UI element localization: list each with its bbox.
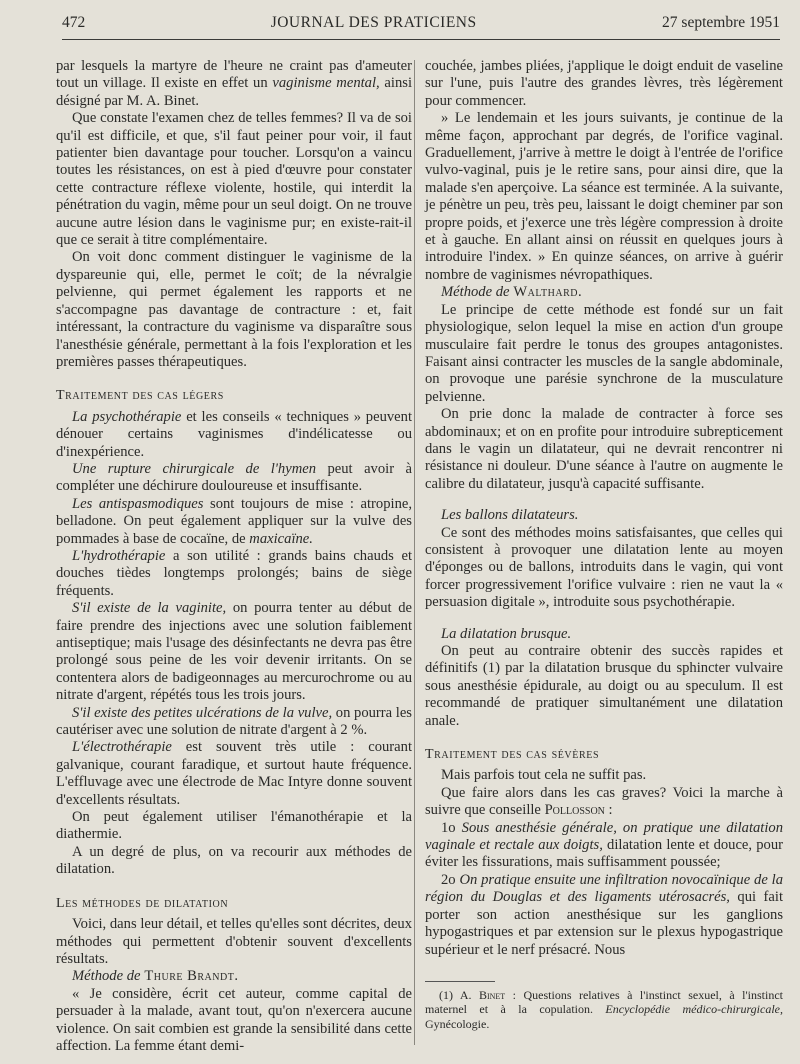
page-number: 472 bbox=[62, 14, 86, 31]
paragraph: Les antispasmodiques sont toujours de mise : atropine, belladone. On peut également appliquer sur la vulve des pommades à base de cocaïne, de maxicaïne. bbox=[56, 495, 412, 547]
section-heading-cas-legers: Traitement des cas légers bbox=[56, 388, 224, 404]
paragraph: L'électrothérapie est souvent très utile : courant galvanique, courant faradique, et surtout haute fréquence. L'effluvage avec une électrode de Mac Intyre donne souvent d'excellents résultats. bbox=[56, 739, 412, 808]
paragraph: A un degré de plus, on va recourir aux méthodes de dilatation. bbox=[56, 843, 412, 878]
paragraph: On peut au contraire obtenir des succès rapides et définitifs (1) par la dilatation brusque du sphincter vulvaire sous anesthésie épidurale, au doigt ou au speculum. Il est recommandé de pratiquer simultanément une dilatation anale. bbox=[425, 643, 783, 729]
paragraph: Le principe de cette méthode est fondé sur un fait physiologique, selon lequel la mise en action d'un groupe musculaire fait perdre le tonus des groupes antagonistes. Faisant ainsi contracter les muscles de la sangle abdominale, on provoque une parésie synchrone de la musculature pelvienne. bbox=[425, 301, 783, 405]
paragraph: couchée, jambes pliées, j'applique le doigt enduit de vaseline sur l'une, puis l'autre des grandes lèvres, très légèrement pour commencer. bbox=[425, 58, 783, 109]
paragraph: Mais parfois tout cela ne suffit pas. bbox=[441, 767, 647, 784]
paragraph: Que faire alors dans les cas graves? Voici la marche à suivre que conseille Pollosson : bbox=[425, 784, 783, 819]
section-heading-methodes: Les méthodes de dilatation bbox=[56, 895, 229, 911]
paragraph: 1o Sous anesthésie générale, on pratique une dilatation vaginale et rectale aux doigts, dilatation lente et douce, pour éviter les fissurations, mais suffisamment poussée; bbox=[425, 819, 783, 871]
footnote: (1) A. Binet : Questions relatives à l'instinct sexuel, à l'instinct maternel et à la copulation. Encyclopédie médico-chirurgicale, Gynécologie. bbox=[425, 987, 784, 1031]
paragraph: On prie donc la malade de contracter à force ses abdominaux; et on en profite pour introduire subrepticement dans le vagin un dilatateur, qui ne devrait rencontrer ni résistance ni douleur. D'une séance à l'autre on augmente le calibre du dilatateur, jusqu'à capacité suffisante. bbox=[425, 406, 783, 492]
paragraph: Une rupture chirurgicale de l'hymen peut avoir à compléter une déchirure douloureuse et insuffisante. bbox=[56, 460, 412, 495]
left-column bbox=[56, 58, 412, 1055]
paragraph: L'hydrothérapie a son utilité : grands bains chauds et douches tièdes longtemps prolongés; bains de siège fréquents. bbox=[56, 547, 412, 599]
section-heading-cas-severes: Traitement des cas sévères bbox=[425, 747, 600, 763]
paragraph: S'il existe de la vaginite, on pourra tenter au début de faire prendre des injections avec une solution faiblement antiseptique; mais l'usage des désinfectants ne devra pas être prolongé sous peine de les voir devenir irritants. On se contentera alors de badigeonnages au mercurochrome ou au nitrate d'argent, répétés tous les trois jours. bbox=[56, 600, 412, 704]
page-header bbox=[62, 14, 780, 40]
journal-title: JOURNAL DES PRATICIENS bbox=[270, 14, 477, 31]
paragraph: S'il existe des petites ulcérations de la vulve, on pourra les cautériser avec une solution de nitrate d'argent à 2 %. bbox=[56, 704, 412, 739]
subheading-brandt: Méthode de Thure Brandt. bbox=[72, 968, 239, 985]
paragraph: » Le lendemain et les jours suivants, je continue de la même façon, approchant par degrés, de l'orifice vaginal. Graduellement, j'arrive à mettre le doigt à l'entrée de l'orifice vulvo-vaginal, puis je le retire sans, pour ainsi dire, que la malade s'en aperçoive. La séance est terminée. A la suivante, je pénètre un peu, très peu, laissant le doigt cheminer par son propre poids, et j'exerce une très légère compression à droite et à gauche. En allant ainsi on réussit en quelques jours à introduire l'index. » En quinze séances, on arrive à guérir nombre de vaginismes névropathiques. bbox=[425, 110, 783, 283]
paragraph: On voit donc comment distinguer le vaginisme de la dyspareunie qui, elle, permet le coït; de la névralgie pelvienne, qui permet également les rapports et ne s'accompagne pas davantage de contracture : et, fait intéressant, la contracture du vaginisme va disparaître sous l'anesthésie générale, permettant à la fois l'exploration et les premières passes thérapeutiques. bbox=[56, 249, 412, 370]
paragraph: Ce sont des méthodes moins satisfaisantes, que celles qui consistent à provoquer une dilatation lente au moyen d'éponges ou de ballons, introduits dans le vagin, qui vont forcer progressivement l'orifice vulvaire : rien ne vaut la « persuasion digitale », introduite sous psychothérapie. bbox=[425, 524, 783, 611]
paragraph: Que constate l'examen chez de telles femmes? Il va de soi qu'il est difficile, et que, s'il faut peiner pour voir, il faut patienter bien davantage pour toucher. Lorsqu'on a vaincu toutes les résistances, on est à pied d'œuvre pour constater cette contracture réflexe violente, hostile, qui interdit la pénétration du vagin, même pour un seul doigt. On ne trouve aucune autre lésion dans le vaginisme pur; en existe-rait-il que ce serait à titre complémentaire. bbox=[56, 110, 412, 249]
paragraph: « Je considère, écrit cet auteur, comme capital de persuader à la malade, avant tout, qu'on n'exercera aucune violence. On sait combien est grande la sensibilité dans cette affection. La femme étant demi- bbox=[56, 985, 412, 1054]
paragraph: par lesquels la martyre de l'heure ne craint pas d'ameuter tout un village. Il existe en effet un vaginisme mental, ainsi désigné par M. A. Binet. bbox=[56, 58, 412, 109]
right-column bbox=[425, 58, 783, 1031]
subheading-dilatation-brusque: La dilatation brusque. bbox=[441, 625, 572, 642]
footnote-rule bbox=[425, 981, 495, 982]
column-divider bbox=[414, 60, 415, 1045]
issue-date: 27 septembre 1951 bbox=[662, 14, 780, 31]
paragraph: La psychothérapie et les conseils « techniques » peuvent dénouer certains vaginismes d'indélicatesse ou d'inexpérience. bbox=[56, 408, 412, 460]
paragraph: 2o On pratique ensuite une infiltration novocaïnique de la région du Douglas et des ligaments utérosacrés, qui fait porter son action anesthésique sur les ganglions hypogastriques et par extension sur le plexus hypogastrique supérieur et le nerf présacré. Nous bbox=[425, 871, 783, 958]
paragraph: Voici, dans leur détail, et telles qu'elles sont décrites, deux méthodes qui permettent d'obtenir souvent d'excellents résultats. bbox=[56, 916, 412, 967]
paragraph: On peut également utiliser l'émanothérapie et la diathermie. bbox=[56, 809, 412, 843]
subheading-ballons: Les ballons dilatateurs. bbox=[441, 507, 579, 524]
subheading-walthard: Méthode de Walthard. bbox=[441, 284, 583, 301]
